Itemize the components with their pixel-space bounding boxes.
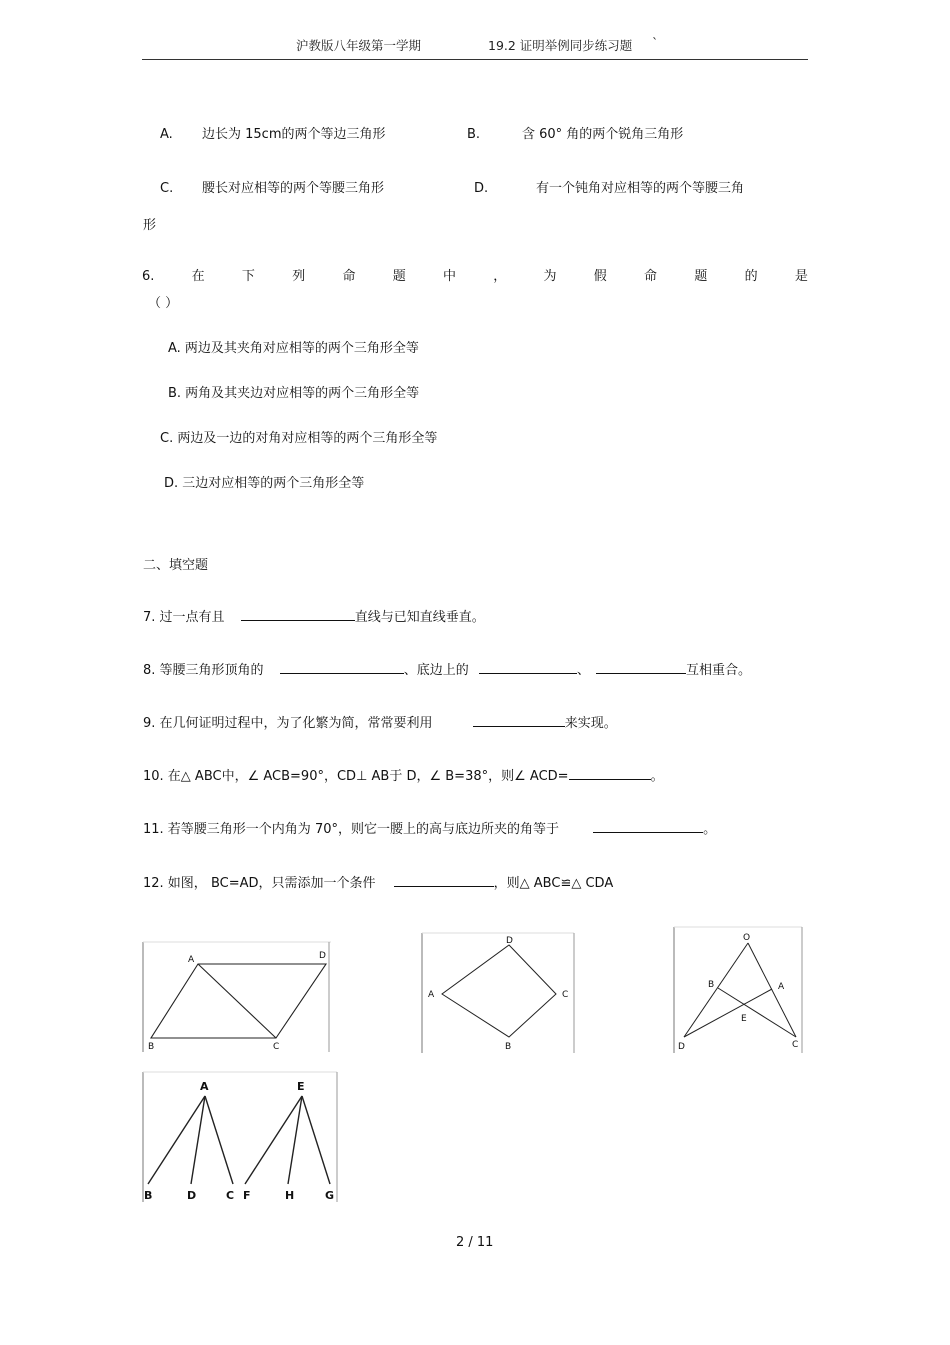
q10-answer-blank[interactable] [569,767,651,780]
q7-text: 7. 过一点有且 [143,610,225,625]
q5-option-d-continuation: 形 [143,218,157,233]
question-9 [143,714,617,732]
q5-option-c-letter: C. [160,181,174,196]
q6-char: 假 [593,269,607,284]
q6-char: 命 [644,269,658,284]
q6-option-c: C. 两边及一边的对角对应相等的两个三角形全等 [160,431,438,446]
q8-text-mid1: 、底边上的 [403,663,469,678]
question-11 [143,820,716,838]
line-da [684,989,772,1037]
q5-option-b-letter: B. [467,127,481,142]
q11-text-end: 。 [703,822,717,837]
q9-text: 9. 在几何证明过程中，为了化繁为简，常常要利用 [143,716,433,731]
header-right: 19.2 证明举例同步练习题 [488,38,633,53]
side-ef [245,1096,302,1184]
q12-text: 12. 如图， BC=AD，只需添加一个条件 [143,876,376,891]
header-left: 沪教版八年级第一学期 [296,38,422,53]
q8-answer-blank-3[interactable] [596,661,686,674]
parallelogram-abcd [151,964,326,1038]
line-od [684,943,748,1037]
q5-option-c-text: 腰长对应相等的两个等腰三角形 [202,181,385,196]
q6-option-a: A. 两边及其夹角对应相等的两个三角形全等 [168,341,419,356]
q6-option-b: B. 两角及其夹边对应相等的两个三角形全等 [168,386,420,401]
figure-1 [143,942,333,1052]
label-d: D [506,936,513,946]
label-h: H [285,1189,295,1202]
q6-char: 题 [694,269,708,284]
label-b: B [708,980,715,990]
page-number: 2 / 11 [456,1235,494,1250]
quadrilateral-abcd [442,945,556,1037]
header-mark: ` [652,35,659,50]
label-d: D [187,1189,197,1202]
q8-answer-blank-1[interactable] [280,661,404,674]
q6-char: 列 [292,269,306,284]
q6-char: 为 [543,269,557,284]
question-12 [143,874,613,892]
line-oc [748,943,796,1037]
label-e: E [741,1014,747,1024]
q12-text-end: ，则△ ABC≌△ CDA [493,876,614,891]
side-ab [148,1096,205,1184]
diagonal-ac [198,964,276,1038]
q6-char: 中 [442,269,456,284]
side-eg [302,1096,330,1184]
section-title: 二、填空题 [143,558,209,573]
q7-text-end: 直线与已知直线垂直。 [354,610,485,625]
label-o: O [743,933,751,943]
label-a: A [778,982,785,992]
q5-option-d-text: 有一个钝角对应相等的两个等腰三角 [536,181,745,196]
label-a: A [200,1080,209,1093]
q12-answer-blank[interactable] [394,874,494,887]
label-b: B [148,1042,155,1052]
q6-stem [142,269,808,285]
label-c: C [792,1040,799,1050]
q11-answer-blank[interactable] [593,820,703,833]
figure-4 [143,1072,339,1206]
q11-text: 11. 若等腰三角形一个内角为 70°，则它一腰上的高与底边所夹的角等于 [143,822,559,837]
q7-answer-blank[interactable] [241,608,355,621]
question-7 [143,608,485,626]
label-c: C [273,1042,280,1052]
header-rule [142,59,808,60]
q5-option-d-letter: D. [474,181,489,196]
q6-char: 下 [241,269,255,284]
q6-char: 命 [342,269,356,284]
q6-option-d: D. 三边对应相等的两个三角形全等 [164,476,365,491]
label-a: A [188,955,195,965]
q8-text-end: 互相重合。 [686,663,752,678]
label-a: A [428,990,435,1000]
q6-answer-paren: （ ） [148,296,179,311]
q6-char: 是 [794,269,808,284]
q8-answer-blank-2[interactable] [479,661,577,674]
q5-option-a-text: 边长为 15cm的两个等边三角形 [202,127,386,142]
label-c: C [562,990,569,1000]
label-f: F [243,1189,251,1202]
q9-answer-blank[interactable] [473,714,565,727]
q6-char: 题 [392,269,406,284]
q6-char: 在 [191,269,205,284]
label-d: D [319,951,326,961]
label-d: D [678,1042,685,1052]
q6-char: 的 [744,269,758,284]
figure-2 [422,933,576,1053]
label-b: B [505,1042,512,1052]
q6-char: ， [493,269,507,284]
label-c: C [226,1189,235,1202]
q5-option-b-text: 含 60° 角的两个锐角三角形 [522,127,684,142]
label-b: B [144,1189,153,1202]
segment-ad [191,1096,205,1184]
segment-eh [288,1096,302,1184]
figure-3 [674,927,804,1053]
q6-number: 6. [142,269,155,284]
label-g: G [325,1189,335,1202]
question-10 [143,767,664,785]
question-8 [143,661,751,679]
side-ac [205,1096,233,1184]
q8-text-mid2: 、 [576,663,590,678]
q10-text: 10. 在△ ABC中，∠ ACB=90°，CD⊥ AB于 D，∠ B=38°，则∠ ACD= [143,769,569,784]
q8-text: 8. 等腰三角形顶角的 [143,663,264,678]
label-e: E [297,1080,305,1093]
q5-option-a-letter: A. [160,127,173,142]
q10-text-end: 。 [650,769,664,784]
q9-text-end: 来实现。 [564,716,617,731]
